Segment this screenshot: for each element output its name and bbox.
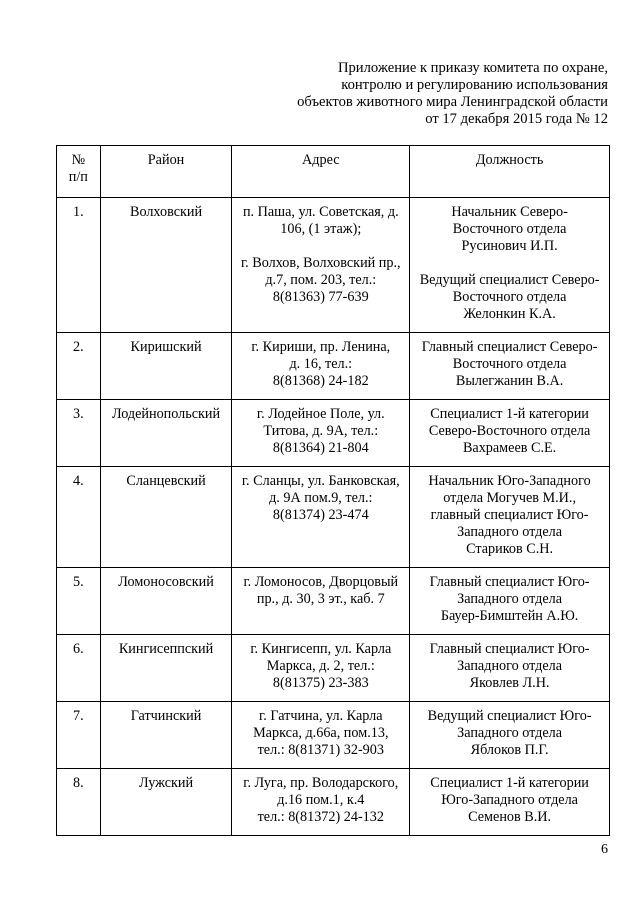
- position-line: Яковлев Л.Н.: [469, 675, 550, 691]
- address-cell: [232, 702, 410, 769]
- district-cell: [100, 568, 232, 635]
- position-line: Главный специалист Северо-: [421, 339, 598, 355]
- column-header-district: Район: [100, 146, 232, 198]
- address-cell: [232, 198, 410, 333]
- position-line: Западного отдела: [457, 658, 563, 674]
- district-cell: [100, 467, 232, 568]
- block-spacer: [413, 255, 606, 272]
- position-line: Яблоков П.Г.: [470, 742, 549, 758]
- address-line: г. Лодейное Поле, ул.: [256, 406, 385, 422]
- row-number-cell: [57, 400, 101, 467]
- position-cell: [410, 333, 610, 400]
- header-line-4: от 17 декабря 2015 года № 12: [425, 111, 608, 127]
- position-cell: [410, 400, 610, 467]
- address-line: тел.: 8(81371) 32-903: [257, 742, 384, 758]
- position-line: Западного отдела: [457, 725, 563, 741]
- address-line: Маркса, д.66а, пом.13,: [253, 725, 389, 741]
- position-line: Русинович И.П.: [461, 238, 558, 254]
- row-number: 2.: [73, 339, 84, 355]
- position-line: Ведущий специалист Юго-: [427, 708, 592, 724]
- address-line: г. Ломоносов, Дворцовый: [243, 574, 399, 590]
- position-line: Семенов В.И.: [468, 809, 552, 825]
- row-number-cell: [57, 333, 101, 400]
- order-header: [297, 60, 608, 128]
- position-cell: [410, 198, 610, 333]
- column-header-position: Должность: [410, 146, 610, 198]
- district-name: Киришский: [130, 339, 202, 355]
- table-row: [57, 333, 610, 400]
- table-row: [57, 635, 610, 702]
- position-line: Западного отдела: [457, 591, 563, 607]
- position-line: Главный специалист Юго-: [429, 574, 590, 590]
- address-line: г. Кириши, пр. Ленина,: [251, 339, 391, 355]
- district-name: Ломоносовский: [118, 574, 214, 590]
- position-line: Начальник Северо-: [451, 204, 568, 220]
- address-cell: [232, 467, 410, 568]
- row-number: 3.: [73, 406, 84, 422]
- position-cell: [410, 635, 610, 702]
- address-line: д. 9А пом.9, тел.:: [269, 490, 373, 506]
- address-cell: [232, 769, 410, 836]
- position-line: Стариков С.Н.: [466, 541, 554, 557]
- position-line: Восточного отдела: [452, 221, 567, 237]
- table-row: [57, 467, 610, 568]
- address-line: г. Луга, пр. Володарского,: [243, 775, 399, 791]
- address-line: г. Гатчина, ул. Карла: [259, 708, 383, 724]
- row-number: 5.: [73, 574, 84, 590]
- address-line: Маркса, д. 2, тел.:: [266, 658, 375, 674]
- address-line: 8(81375) 23-383: [272, 675, 369, 691]
- row-number-cell: [57, 702, 101, 769]
- row-number-cell: [57, 568, 101, 635]
- position-line: Бауер-Бимштейн А.Ю.: [440, 608, 579, 624]
- row-number: 6.: [73, 641, 84, 657]
- table-row: [57, 198, 610, 333]
- position-line: Западного отдела: [457, 524, 563, 540]
- district-name: Кингисеппский: [118, 641, 214, 657]
- position-line: Специалист 1-й категории: [430, 406, 589, 422]
- position-line: Специалист 1-й категории: [430, 775, 589, 791]
- table-row: [57, 568, 610, 635]
- position-line: Ведущий специалист Северо-: [419, 272, 600, 288]
- table-header-row: [57, 146, 610, 198]
- district-name: Лужский: [138, 775, 194, 791]
- block-spacer: [235, 238, 406, 255]
- header-line-1: Приложение к приказу комитета по охране,: [337, 60, 608, 76]
- position-line: Восточного отдела: [452, 289, 567, 305]
- row-number: 7.: [73, 708, 84, 724]
- position-line: отдела Могучев М.И.,: [443, 490, 576, 506]
- row-number: 8.: [73, 775, 84, 791]
- district-name: Сланцевский: [126, 473, 206, 489]
- address-line: тел.: 8(81372) 24-132: [257, 809, 384, 825]
- header-line-2: контролю и регулированию использования: [341, 77, 608, 93]
- address-line: д. 16, тел.:: [289, 356, 353, 372]
- address-line: г. Волхов, Волховский пр.,: [240, 255, 401, 271]
- position-cell: [410, 769, 610, 836]
- address-cell: [232, 333, 410, 400]
- row-number-cell: [57, 769, 101, 836]
- address-line: 8(81368) 24-182: [272, 373, 369, 389]
- district-cell: [100, 198, 232, 333]
- address-line: д.7, пом. 203, тел.:: [265, 272, 377, 288]
- position-line: Вылегжанин В.А.: [455, 373, 564, 389]
- departments-table: [56, 145, 610, 836]
- position-cell: [410, 702, 610, 769]
- district-cell: [100, 769, 232, 836]
- row-number-cell: [57, 198, 101, 333]
- table-body: [57, 198, 610, 836]
- district-name: Лодейнопольский: [111, 406, 221, 422]
- position-cell: [410, 467, 610, 568]
- address-cell: [232, 568, 410, 635]
- page-number: 6: [601, 842, 608, 857]
- address-line: 8(81364) 21-804: [272, 440, 369, 456]
- row-number: 4.: [73, 473, 84, 489]
- address-line: 106, (1 этаж);: [280, 221, 362, 237]
- address-line: 8(81374) 23-474: [272, 507, 369, 523]
- position-line: Начальник Юго-Западного: [428, 473, 591, 489]
- address-line: пр., д. 30, 3 эт., каб. 7: [256, 591, 385, 607]
- district-cell: [100, 635, 232, 702]
- row-number-cell: [57, 635, 101, 702]
- address-line: д.16 пом.1, к.4: [277, 792, 365, 808]
- address-line: г. Сланцы, ул. Банковская,: [241, 473, 400, 489]
- position-cell: [410, 568, 610, 635]
- row-number-cell: [57, 467, 101, 568]
- address-line: п. Паша, ул. Советская, д.: [242, 204, 399, 220]
- address-line: 8(81363) 77-639: [272, 289, 369, 305]
- column-header-number: № п/п: [57, 146, 101, 198]
- district-cell: [100, 702, 232, 769]
- column-header-address: Адрес: [232, 146, 410, 198]
- position-line: Восточного отдела: [452, 356, 567, 372]
- position-line: главный специалист Юго-: [430, 507, 589, 523]
- position-line: Желонкин К.А.: [463, 306, 556, 322]
- table-row: [57, 400, 610, 467]
- position-line: Северо-Восточного отдела: [428, 423, 591, 439]
- address-line: Титова, д. 9А, тел.:: [263, 423, 379, 439]
- district-cell: [100, 333, 232, 400]
- district-name: Волховский: [129, 204, 203, 220]
- address-line: г. Кингисепп, ул. Карла: [250, 641, 392, 657]
- header-line-3: объектов животного мира Ленинградской области: [297, 94, 608, 110]
- address-cell: [232, 635, 410, 702]
- district-name: Гатчинский: [130, 708, 202, 724]
- address-cell: [232, 400, 410, 467]
- table-row: [57, 702, 610, 769]
- position-line: Вахрамеев С.Е.: [462, 440, 557, 456]
- row-number: 1.: [73, 204, 84, 220]
- position-line: Главный специалист Юго-: [429, 641, 590, 657]
- position-line: Юго-Западного отдела: [441, 792, 578, 808]
- table-row: [57, 769, 610, 836]
- district-cell: [100, 400, 232, 467]
